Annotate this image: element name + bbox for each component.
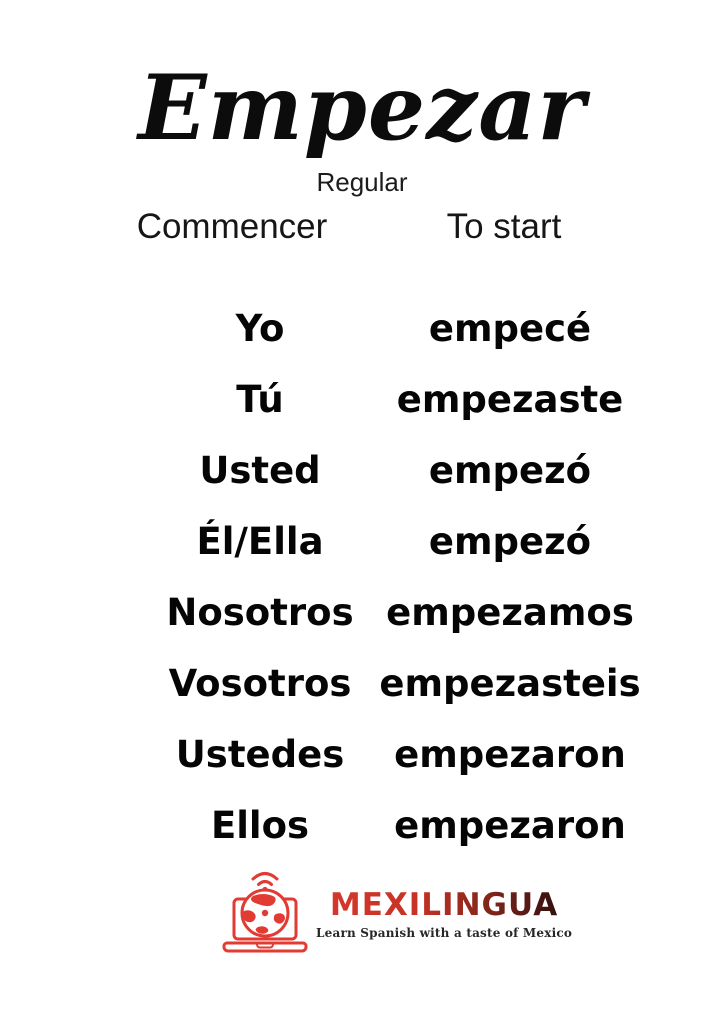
conjugation-row — [150, 293, 650, 364]
brand-tagline: Learn Spanish with a taste of Mexico — [316, 925, 573, 940]
translation-french: Commencer — [136, 207, 328, 246]
conjugation-row — [150, 719, 650, 790]
verb-form: empezaron — [394, 733, 626, 776]
conjugation-row — [150, 577, 650, 648]
pronoun-label: Tú — [236, 378, 284, 421]
verb-form: empezaste — [396, 378, 624, 421]
translation-english: To start — [446, 207, 562, 246]
verb-form: empezó — [428, 449, 592, 492]
pronoun-label: Él/Ella — [196, 520, 324, 563]
pronoun-label: Vosotros — [168, 662, 352, 705]
brand-name: MEXILINGUA — [329, 886, 559, 923]
laptop-globe-wifi-icon — [220, 869, 310, 957]
conjugation-row — [150, 506, 650, 577]
pronoun-label: Usted — [199, 449, 321, 492]
brand-logo — [220, 869, 572, 957]
verb-form: empezó — [428, 520, 592, 563]
brand-text-block — [316, 887, 572, 940]
conjugation-row — [150, 435, 650, 506]
verb-form: empezasteis — [379, 662, 641, 705]
verb-form: empezamos — [386, 591, 634, 634]
conjugation-row — [150, 790, 650, 861]
globe-icon — [242, 890, 288, 936]
pronoun-label: Yo — [235, 307, 285, 350]
verb-form: empecé — [428, 307, 592, 350]
conjugation-table — [150, 293, 650, 861]
conjugation-row — [150, 364, 650, 435]
verb-title: Empezar — [138, 55, 586, 161]
pronoun-label: Ellos — [210, 804, 310, 847]
pronoun-label: Nosotros — [166, 591, 354, 634]
translation-headers — [0, 206, 724, 248]
verb-type-label: Regular — [316, 167, 408, 197]
conjugation-row — [150, 648, 650, 719]
verb-form: empezaron — [394, 804, 626, 847]
pronoun-label: Ustedes — [175, 733, 345, 776]
